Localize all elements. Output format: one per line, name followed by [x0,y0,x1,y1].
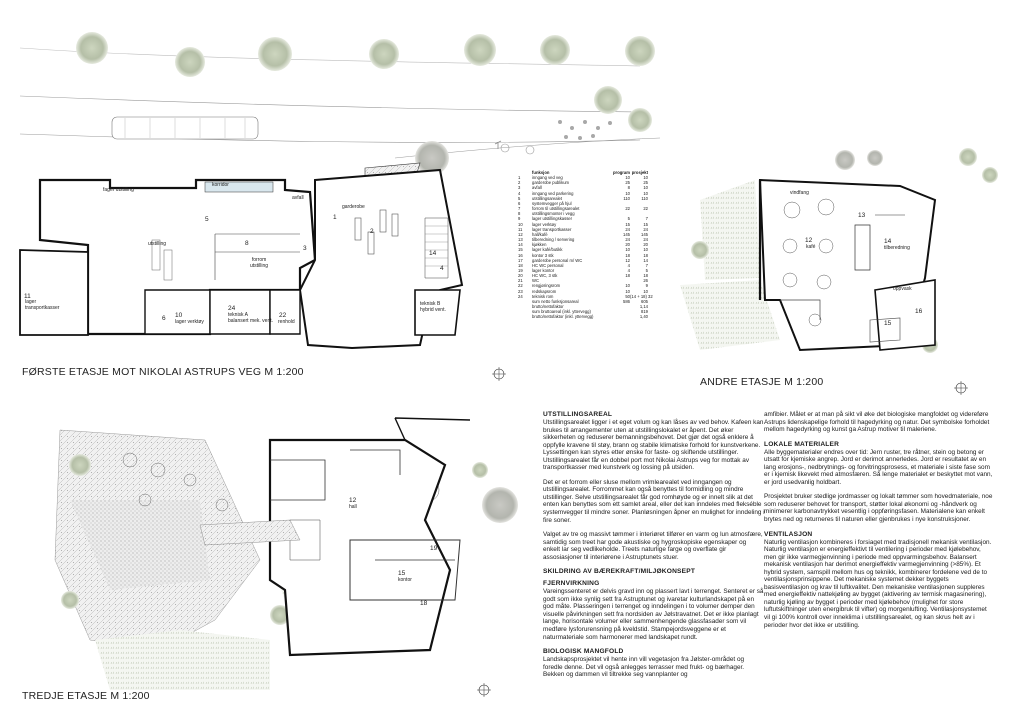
room-label-oppvask: oppvask [893,286,912,292]
schedule-cell-project: 10 [643,247,648,253]
schedule-cell-project: 25 [643,180,648,186]
schedule-cell-number: 24 [518,293,523,299]
schedule-cell-number: 16 [518,252,523,258]
schedule-cell-project: 9 [645,283,648,289]
room-label-vindfang: vindfang [790,190,809,196]
schedule-cell-program: 10 [625,283,630,289]
heading-utstillingsareal: UTSTILLINGSAREAL [543,411,613,418]
text-column-sustainability [764,411,994,636]
schedule-cell-project: 1,40 [639,314,648,320]
first-floor-title: FØRSTE ETASJE MOT NIKOLAI ASTRUPS VEG M 1:200 [22,366,304,378]
schedule-cell-function: lager utstillingskasser [532,216,573,222]
schedule-cell-project: 7 [645,262,648,268]
schedule-cell-function: kontor 3 stk [532,252,554,258]
schedule-cell-function: HC WC personal [532,262,564,268]
schedule-cell-number: 5 [518,195,521,201]
schedule-cell-function: avfall [532,185,542,191]
schedule-cell-number: 4 [518,190,521,196]
schedule-cell-project: 10 [643,288,648,294]
room-number-14-second: 14 [884,238,892,245]
room-label-avfall: avfall [292,195,304,201]
schedule-cell-function: lager kafé/butikk [532,247,563,253]
schedule-cell-program: 4 [627,267,630,273]
schedule-cell-number: 6 [518,200,521,206]
schedule-cell-program: 24 [625,237,630,243]
schedule-cell-function: redskapsrom [532,288,557,294]
room-label-lager-transport: lager transportkasser [25,299,60,311]
schedule-cell-function: utstillingsarealet [532,195,563,201]
schedule-cell-project: 18 [643,252,648,258]
schedule-cell-number: 21 [518,278,523,284]
road-and-trees [20,32,660,175]
room-number-18: 18 [420,600,428,607]
schedule-row [518,314,648,319]
schedule-cell-function: WC [532,278,539,284]
schedule-cell-program: 586 [623,298,630,304]
schedule-cell-project: 22 [643,206,648,212]
schedule-cell-project: 26 [643,278,648,284]
schedule-cell-project: 24 [643,237,648,243]
schedule-cell-program: 110 [623,195,630,201]
schedule-cell-function: HC WC, 3 stk [532,273,558,279]
schedule-cell-function: inngang ved parkering [532,190,574,196]
schedule-cell-function: brutto/nettofaktor (inkl. yttervegg) [532,314,594,320]
room-label-tilberedning: tilberedning [884,245,910,251]
room-label-teknisk-b: teknisk B hybrid vent. [420,301,446,313]
room-number-12-second: 12 [805,237,813,244]
room-label-forrom: forrom utstilling [250,257,269,269]
schedule-header-function: funksjon [532,170,550,175]
paragraph-lokale-1: Alle byggematerialer endres over tid: Jern ruster, tre råtner, stein og betong er utsatt for kjemiske angrep. Jord er derimot annerledes. Jord er resultatet av en lang erosjons-, nedbrytnings- og forvitringsprosess, et materiale i siste fase som er i kjemisk likevekt med atmosfæren. Så lenge materialet er beskyttet mot vann, er jord usedvanlig holdbart. [764,448,993,486]
schedule-cell-program: 10 [625,175,630,181]
schedule-cell-function: teknisk rom [532,293,554,299]
room-number-16: 16 [915,308,923,315]
schedule-cell-number: 3 [518,185,521,191]
room-number-5: 5 [205,216,209,223]
schedule-cell-number: 1 [518,175,521,181]
schedule-cell-project: 1,14 [639,304,648,310]
schedule-cell-number: 20 [518,273,523,279]
room-label-renhold: renhold [278,319,295,325]
schedule-cell-project: 110 [641,195,648,201]
schedule-cell-program: 4 [627,262,630,268]
paragraph-biologisk-cont: amfibier. Målet er at man på sikt vil øke det biologiske mangfoldet og videreføre Astrups lidenskapelige forhold til hagedyrking og natur. Det symbolske forholdet mellom hagedyrking og kunst ga Astrup motiver til maleriene. [764,411,990,434]
schedule-cell-project: 145 [641,231,648,237]
schedule-cell-function: lager kontor [532,267,555,273]
schedule-cell-number: 11 [518,226,523,232]
schedule-cell-project: 15 [643,221,648,227]
heading-fjernvirkning: FJERNVIRKNING [543,580,600,588]
room-number-14: 14 [429,250,437,257]
room-label-garderobe: garderobe [342,204,365,210]
schedule-cell-program: 12 [625,257,630,263]
schedule-cell-function: hall/kafé [532,231,548,237]
schedule-cell-program: 5 [627,216,630,222]
room-number-11: 11 [24,293,31,300]
room-number-2: 2 [370,228,374,235]
schedule-cell-number: 8 [518,211,521,217]
room-label-lager-verktoy: lager verktøy [175,319,204,325]
room-number-10: 10 [175,312,183,319]
schedule-cell-function: sum netto funksjonsareal [532,298,579,304]
schedule-cell-project: 18 [643,273,648,279]
paragraph-fjernvirkning: Vareingssenteret er delvis gravd inn og plassert lavt i terrenget. Senteret er så godt som ikke synlig sett fra Astruptunet og ivaretar kulturlandskapet på en god måte. Plasseringen i terrenget og inndelingen i to volumer demper den visuelle påvirkningen sett fra nordsiden av Jølstravatnet. Det er ikke planlagt lange, horisontale volumer eller sammenhengende glassfasader som vil medføre lysforurensning på kveldstid. Stampejordsveggene er et naturmateriale som harmonerer med landskapet rundt. [543,588,764,641]
schedule-cell-function: kjøkken [532,242,547,248]
schedule-cell-function: garderobe personal m/ WC [532,257,583,263]
room-number-4: 4 [440,265,444,272]
schedule-cell-program: 15 [625,221,630,227]
schedule-cell-number: 2 [518,180,521,186]
heading-biologisk: BIOLOGISK MANGFOLD [543,648,624,656]
schedule-cell-number: 14 [518,242,523,248]
heading-baerekraft: SKILDRING AV BÆREKRAFT/MILJØKONSEPT [543,568,696,576]
room-number-24: 24 [228,305,236,312]
schedule-cell-project: 10 [643,190,648,196]
schedule-cell-function: lager transportkasser [532,226,572,232]
third-floor-plan [55,418,518,690]
schedule-cell-program: 18 [625,273,630,279]
schedule-cell-number: 19 [518,267,523,273]
second-floor-plan [680,148,998,353]
paragraph-utstilling-1: Utstillingsarealet ligger i et eget volum og kan låses av ved behov. Kafeen kan brukes til arrangementer uten at utstillingslokalet er åpent. Det øker sikkerheten og reduserer bemanningsbehovet. Det gjør det også enklere å oppfylle kravene til støy, brann og stabile klimatiske forhold for kunstverkene. Lyssettingen kan styres etter ønske for faste- og skiftende utstillinger. Utstillingsarealet får en dobbel port mot Nikolai Astrups veg for mottak av transportkasser med kunstverk og lossing på utsiden. [543,419,764,472]
schedule-cell-function: inngang ved veg [532,175,563,181]
text-column-exhibition [543,411,765,686]
schedule-cell-function: tilberedning / servering [532,237,575,243]
schedule-cell-project: 10 [643,175,648,181]
room-label-teknisk-a: teknisk A balansert mek. vent. [228,312,274,324]
second-floor-title: ANDRE ETASJE M 1:200 [700,376,824,388]
schedule-cell-program: 25 [625,180,630,186]
room-number-13: 13 [858,212,866,219]
room-number-6: 6 [162,315,166,322]
room-label-hall: hall [349,504,357,510]
paragraph-utstilling-2: Det er et forrom eller sluse mellom vrimlearealet ved inngangen og utstillingsarealet. Forrommet kan også benyttes til formidling og mindre utstillinger. Selve utstillingsarealet får god romhøyde og er innelt slik at det enten kan benyttes som ett samlet areal, eller det kan inndeles med flekséble systemvegger til mindre soner. Planløsningen åpner en mulighet for inndeling i fire soner. [543,478,765,524]
room-number-15-third: 15 [398,570,406,577]
schedule-header-program: program [613,170,630,175]
schedule-cell-number: 18 [518,262,523,268]
third-floor-title: TREDJE ETASJE M 1:200 [22,690,150,702]
room-label-korridor: korridor [212,182,229,188]
schedule-cell-program: 8 [627,185,630,191]
schedule-cell-project: 7 [645,216,648,222]
schedule-cell-function: lager verktøy [532,221,557,227]
schedule-cell-number: 17 [518,257,523,263]
schedule-cell-program: 22 [625,206,630,212]
paragraph-ventilasjon: Naturlig ventilasjon kombineres i forsiaget med tradisjonell mekanisk ventilasjon. Naturlig ventilasjon er energieffektivt til ventilering i perioder med kjølebehov, men gir ikke varmegjenvinning i periode med oppvarmingsbehov. Balansert mekanisk ventilasjon har derimot energieffektiv varmegjenvinning (>85%). Et hybrid system, samspill mellom hus og teknikk, kombinerer fordelene ved de to ventilasjonsprinsippene. Det mekaniske systemet dekker byggets basisventilasjon og krav til luftkvalitet. Den mekaniske ventilasjonen suppleres med energieffektiv nattekjøling av bygget (aktivering av termisk magasinering), naturlig kjøling av bygget i perioder med kjølebehov (mulighet for store luftutskiftninger uten energibruk til vifter) og morgenlufting. Ventilasjonsystemet vil gi 100% kontroll over inneklima i utstillingsarealet, og kan skrus helt av i perioder hvor det ikke er utstilling. [764,538,992,629]
heading-lokale-materialer: LOKALE MATERIALER [764,440,840,448]
schedule-cell-number: 23 [518,288,523,294]
schedule-cell-number: 7 [518,206,521,212]
schedule-cell-project: 14 [643,257,648,263]
schedule-cell-project: 24 [643,226,648,232]
schedule-cell-program: 10 [625,247,630,253]
paragraph-biologisk: Landskapsprosjektet vil hente inn vill vegetasjon fra Jølster-området og foredle denne. Det vil også anlegges terrasser med frukt- og bærhager. Bekken og dammen vil tiltrekke seg vannplanter og [543,656,745,679]
room-label-kafe: kafé [806,244,816,250]
schedule-cell-number: 10 [518,221,523,227]
schedule-cell-program: 145 [623,231,630,237]
schedule-cell-project: 20 [643,242,648,248]
room-number-3: 3 [303,245,307,252]
schedule-cell-program: 10 [625,288,630,294]
schedule-cell-function: utstillingsmonter i vegg [532,211,575,217]
paragraph-lokale-2: Prosjektet bruker stedlige jordmasser og lokalt tømmer som hovedmateriale, noe som reduserer behovet for transport, støtter lokal økonomi og -håndverk og minimerer karbonavtrykket vesentlig i oppføringsfasen. Materialene kan enkelt brytes ned og returneres til naturen eller gjenbrukes i nye konstruksjoner. [764,493,993,524]
schedule-cell-program: 20 [625,242,630,248]
room-number-22: 22 [279,312,287,319]
schedule-cell-program: 24 [625,226,630,232]
paragraph-utstilling-3: Valget av tre og massivt tømmer i interiøret tilfører en varm og lun atmosfære, samtidig som treet har gode akustiske og hygroskopiske egenskaper og enkelt lar seg vedlikeholde. Treets naturlige farge og overflate gir assosiasjoner til interiørene i Astruptunets stuer. [543,531,763,561]
room-number-8: 8 [245,240,249,247]
schedule-cell-function: sum bruttoareal (inkl. yttervegg) [532,309,591,315]
schedule-header-project: prosjekt [631,170,648,175]
schedule-cell-project: (14 + 18) 32 [630,293,653,299]
room-number-15-second: 15 [884,320,892,327]
room-label-kontor: kontor [398,577,412,583]
schedule-cell-function: garderobe publikum [532,180,570,186]
schedule-cell-function: brutto/nettofaktor [532,304,564,310]
schedule-cell-program: 18 [625,252,630,258]
schedule-cell-number: 12 [518,231,523,237]
room-label-utstilling: utstilling [148,241,167,247]
schedule-cell-project: 5 [645,267,648,273]
schedule-cell-function: systemvegger på hjul [532,200,572,206]
schedule-cell-function: rengjøringsrom [532,283,561,289]
schedule-cell-number: 15 [518,247,523,253]
schedule-cell-number: 13 [518,237,523,243]
schedule-cell-project: 819 [641,309,648,315]
room-number-12-third: 12 [349,497,357,504]
schedule-cell-number: 22 [518,283,523,289]
heading-ventilasjon: VENTILASJON [764,530,813,538]
schedule-cell-program: 50 [625,293,630,299]
schedule-cell-project: 10 [643,185,648,191]
schedule-cell-number: 9 [518,216,521,222]
area-schedule-table [518,170,653,320]
schedule-cell-number [518,314,532,319]
room-number-1: 1 [333,214,337,221]
schedule-cell-program: 10 [625,190,630,196]
schedule-cell-function: forrom til utstillingsarealet [532,206,580,212]
schedule-cell-project: 605 [641,298,648,304]
room-number-19: 19 [430,545,438,552]
room-label-fager: fager utstilling [103,187,134,193]
schedule-cell-program [612,314,630,319]
